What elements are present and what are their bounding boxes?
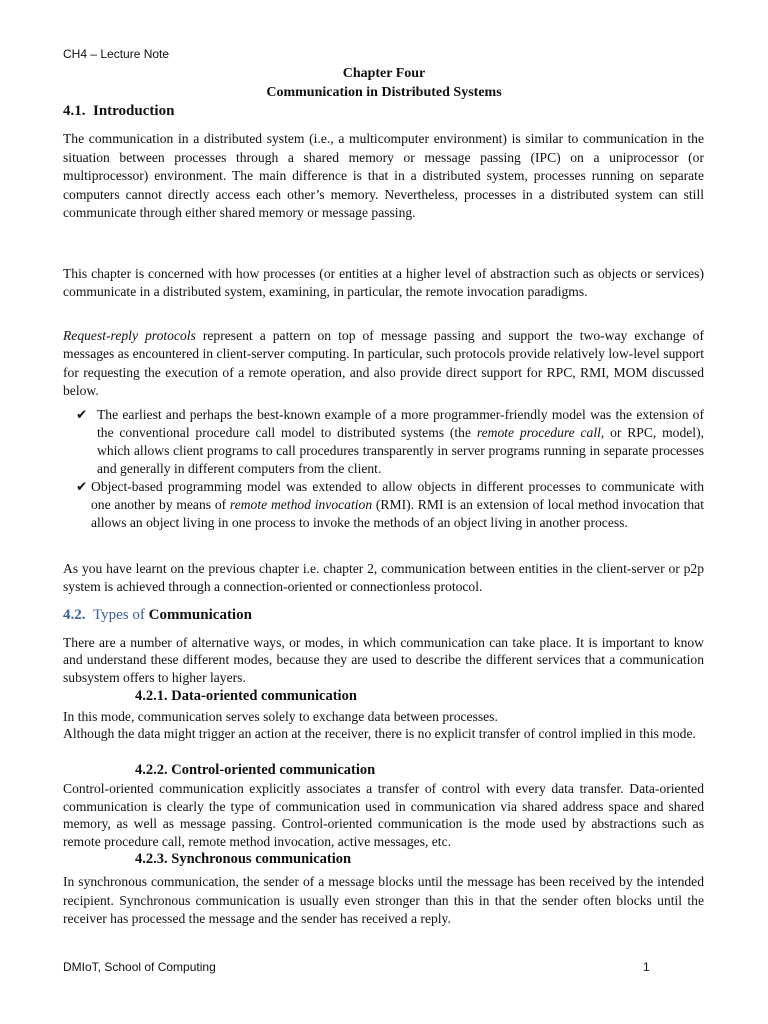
section-number: 4.2.: [63, 607, 86, 623]
checkmark-icon: ✔: [76, 407, 88, 422]
list-item: [76, 478, 704, 532]
checkmark-icon: ✔: [76, 479, 88, 494]
section-title: Communication: [148, 607, 252, 623]
footer-left: DMIoT, School of Computing: [63, 960, 216, 974]
types-paragraph: There are a number of alternative ways, or modes, in which communication can take place. It is important to know and understand these different modes, because they are used to describe the different services that a communication subsystem offers to higher layers.: [63, 635, 704, 685]
italic-term: Request-reply protocols: [63, 328, 196, 343]
data-oriented-paragraph-2: Although the data might trigger an action at the receiver, there is no explicit transfer of control implied in this mode.: [63, 726, 696, 741]
synchronous-paragraph: In synchronous communication, the sender of a message blocks until the message has been received by the intended recipient. Synchronous communication is usually even stronger than this in that the sender often blocks until the receiver has processed the message and the sender has received a reply.: [63, 874, 704, 927]
chapter-subtitle: Communication in Distributed Systems: [266, 85, 502, 100]
section-title-prefix: Types of: [93, 607, 145, 623]
intro-paragraph-1: The communication in a distributed system (i.e., a multicomputer environment) is similar to communication in the situation between processes through a shared memory or message passing (IPC) on a uniprocessor (or multiprocessor) environment. The main difference is that in a distributed system, processes running on separate computers cannot directly access each other’s memory. Nevertheless, processes in a distributed system can still communicate through either shared memory or message passing.: [63, 131, 704, 221]
control-oriented-paragraph: Control-oriented communication explicitly associates a transfer of control with every data transfer. Data-oriented communication is clearly the type of communication used in communication via shared address space and shared memory, as well as message passing. Control-oriented communication is the mode used by abstractions such as remote procedure call, remote method invocation, active messages, etc.: [63, 781, 704, 849]
subsection-heading-4-2-1: 4.2.1. Data-oriented communication: [135, 688, 357, 704]
header-label: CH4 – Lecture Note: [63, 47, 170, 61]
section-heading-4-1: [63, 103, 174, 120]
section-heading-4-2: [63, 607, 252, 624]
intro-paragraph-4: As you have learnt on the previous chapter i.e. chapter 2, communication between entities in the client-server or p2p system is achieved through a connection-oriented or connectionless protocol.: [63, 561, 704, 595]
intro-paragraph-3: Request-reply protocols represent a pattern on top of message passing and support the two-way exchange of messages as encountered in client-server computing. In particular, such protocols provide relatively low-level support for requesting the execution of a remote operation, and also provide direct support for RPC, RMI, MOM discussed below.: [63, 328, 705, 398]
subsection-heading-4-2-2: 4.2.2. Control-oriented communication: [135, 762, 376, 778]
section-title: Introduction: [93, 103, 175, 119]
page-number: 1: [643, 960, 650, 974]
list-item: [76, 406, 704, 478]
chapter-title: Chapter Four: [342, 66, 426, 81]
subsection-heading-4-2-3: 4.2.3. Synchronous communication: [135, 851, 352, 867]
section-number: 4.1.: [63, 103, 86, 119]
list-item-text: The earliest and perhaps the best-known example of a more programmer-friendly model was the extension of the conventional procedure call model to distributed systems (the remote procedure call, or RPC, model), which allows client programs to call procedures transparently in server programs running in separate processes and generally in different computers from the client.: [97, 407, 704, 476]
data-oriented-paragraph-1: In this mode, communication serves solely to exchange data between processes.: [63, 709, 498, 724]
intro-paragraph-2: This chapter is concerned with how processes (or entities at a higher level of abstraction such as objects or services) communicate in a distributed system, examining, in particular, the remote invocation paradigms.: [63, 266, 704, 300]
list-item-text: Object-based programming model was extended to allow objects in different processes to communicate with one another by means of remote method invocation (RMI). RMI is an extension of local method invocation that allows an object living in one process to invoke the methods of an object living in another process.: [91, 479, 704, 530]
